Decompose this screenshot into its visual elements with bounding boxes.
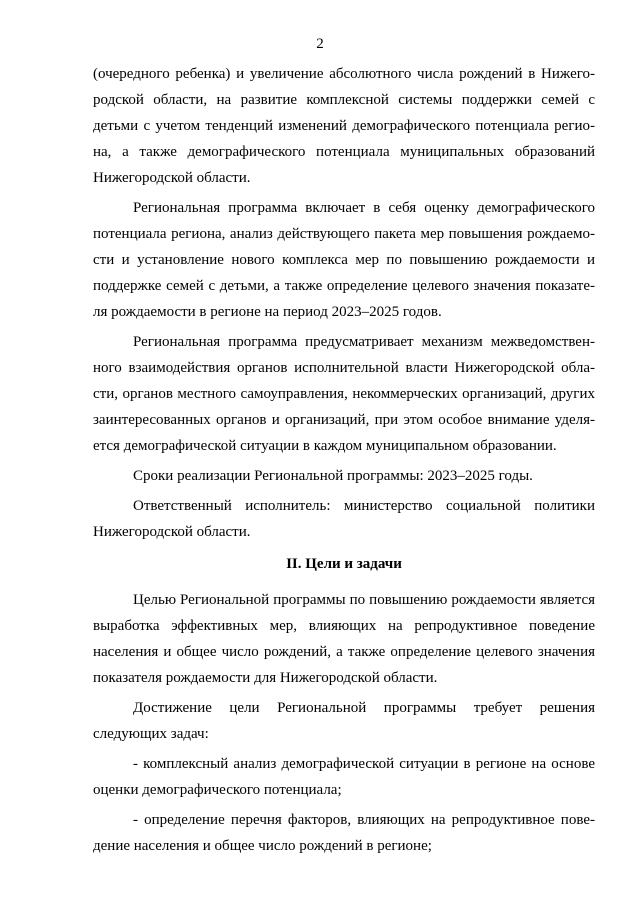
text-line: Целью Региональной программы по повышению рождаемости является [133,592,595,608]
list-item [93,807,595,859]
text-line: ется демографической ситуации в каждом муниципальном образовании. [93,438,557,454]
paragraph [93,329,595,459]
text-line: Нижегородской области. [93,170,251,186]
paragraph [93,587,595,691]
text-line: потенциала региона, анализ действующего пакета мер повышения рождаемо- [93,226,595,242]
text-line: - определение перечня факторов, влияющих на репродуктивное пове- [133,812,595,828]
paragraph [93,493,595,545]
text-line: показателя рождаемости для Нижегородской области. [93,670,438,686]
text-line: Ответственный исполнитель: министерство социальной политики [133,498,595,514]
text-line: Региональная программа предусматривает механизм межведомствен- [133,334,595,350]
text-line: ля рождаемости в регионе на период 2023–2025 годов. [93,304,442,320]
text-line: Региональная программа включает в себя оценку демографического [133,200,595,216]
text-line: детьми с учетом тенденций изменений демографического потенциала регио- [93,118,595,134]
text-line: родской области, на развитие комплексной системы поддержки семей с [93,92,595,108]
text-line: сти, органов местного самоуправления, некоммерческих организаций, других [93,386,595,402]
text-line: Достижение цели Региональной программы требует решения [133,700,595,716]
text-line: сти и установление нового комплекса мер по повышению рождаемости и [93,252,595,268]
text-line: поддержке семей с детьми, а также определение целевого значения показате- [93,278,595,294]
text-line: населения и общее число рождений, а также определение целевого значения [93,644,595,660]
text-line: следующих задач: [93,726,209,742]
text-line: дение населения и общее число рождений в регионе; [93,838,432,854]
paragraph [93,463,595,489]
text-line: - комплексный анализ демографической ситуации в регионе на основе [133,756,595,772]
paragraph [93,195,595,325]
text-line: Сроки реализации Региональной программы: 2023–2025 годы. [133,468,533,484]
text-line: на, а также демографического потенциала муниципальных образований [93,144,595,160]
text-line: Нижегородской области. [93,524,251,540]
text-line: (очередного ребенка) и увеличение абсолютного числа рождений в Нижего- [93,66,595,82]
page-number: 2 [316,36,324,52]
text-line: оценки демографического потенциала; [93,782,342,798]
text-line: заинтересованных органов и организаций, при этом особое внимание уделя- [93,412,595,428]
text-line: ного взаимодействия органов исполнительной власти Нижегородской обла- [93,360,595,376]
document-body [93,61,595,859]
paragraph [93,695,595,747]
section-heading: II. Цели и задачи [286,556,402,572]
list-item [93,751,595,803]
text-line: выработка эффективных мер, влияющих на репродуктивное поведение [93,618,595,634]
paragraph [93,61,595,191]
